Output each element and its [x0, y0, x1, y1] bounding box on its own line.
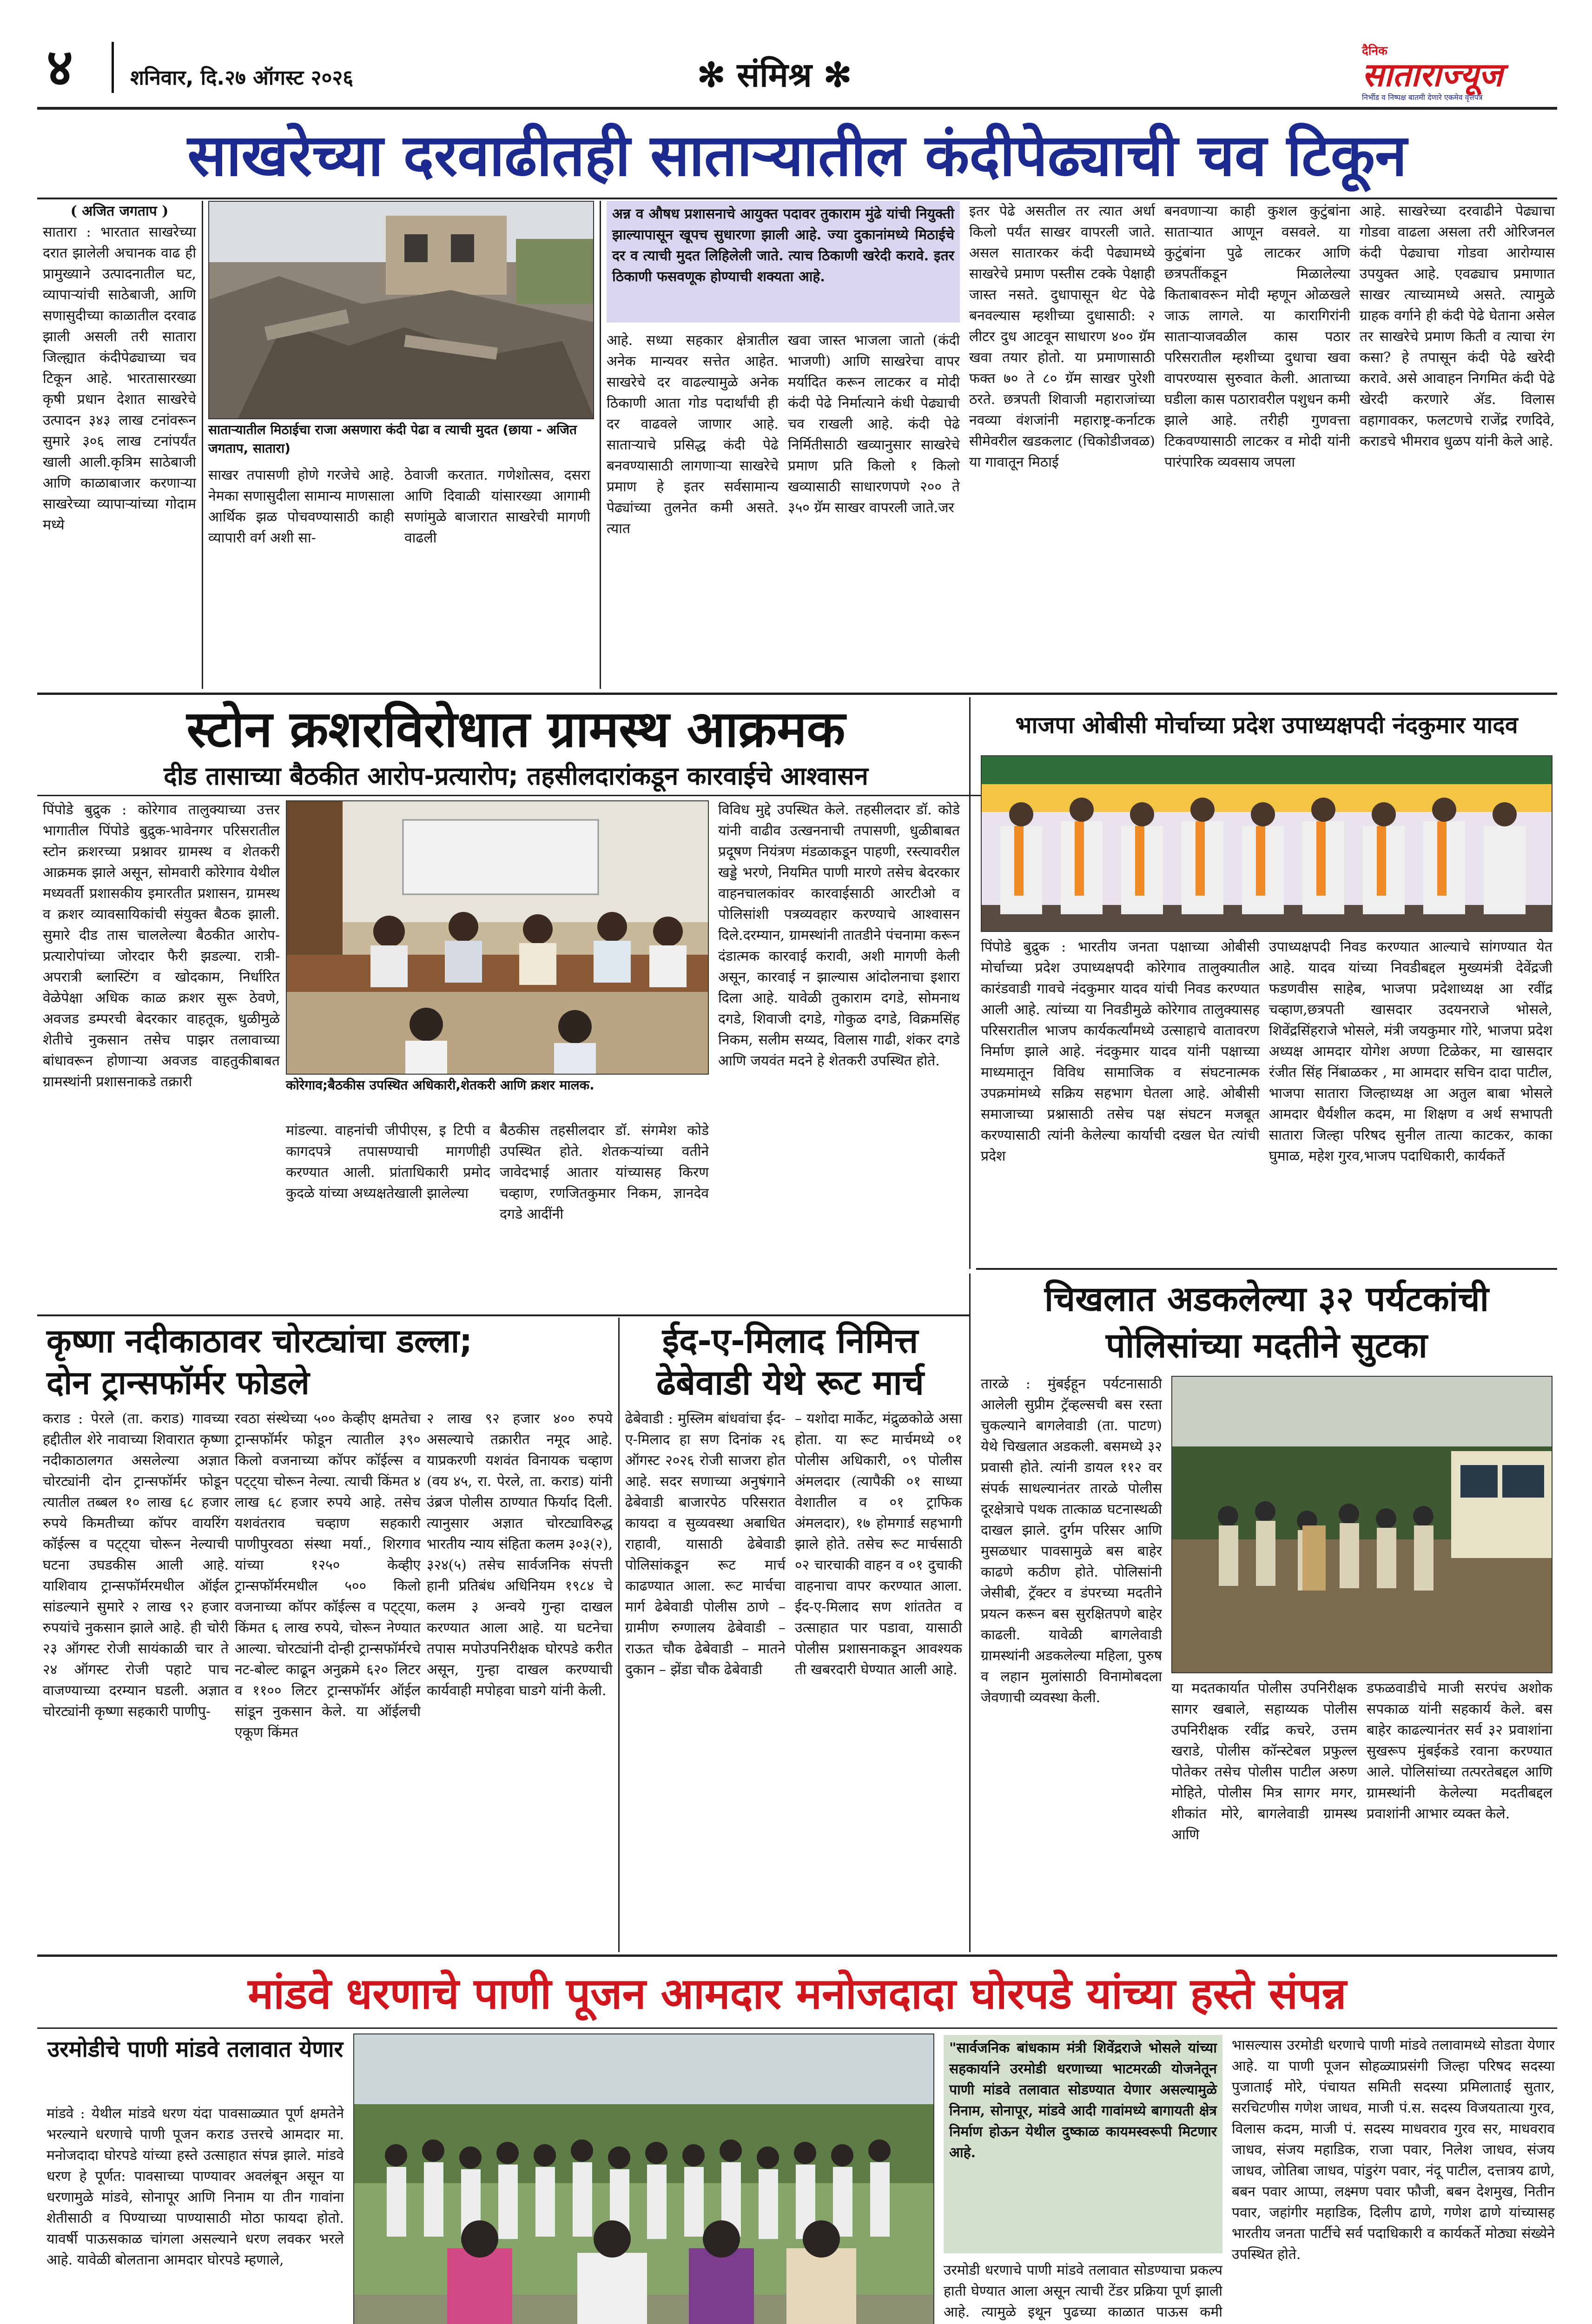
story6-headline-line1: चिखलात अडकलेल्या ३२ पर्यटकांची: [1044, 1279, 1489, 1319]
story6-column-1: [981, 1373, 1162, 1948]
logo-small-text: दैनिक: [1362, 44, 1387, 58]
story1-photo-kandi-pedha: [208, 201, 594, 419]
story2-photo-meeting: [286, 800, 709, 1075]
story5-column-1: [625, 1408, 786, 1948]
story4-column-3: [427, 1408, 613, 1948]
story4-story5-divider: [618, 1318, 620, 1952]
meeting-room-photo: [287, 801, 709, 1075]
story1-column-4: [607, 330, 779, 688]
story1-column-7: [1164, 201, 1350, 689]
demolished-building-photo: [209, 202, 594, 419]
water-puja-photo: [354, 2034, 934, 2324]
story1-text-4: आहे. सध्या सहकार क्षेत्रातील अनेक मान्यवर सत्तेत आहेत. साखरेचे दर वाढल्यामुळे अनेक ठिकाणी आता गोड पदार्थांची ही दर वाढवले जाणार आहे. साताऱ्याचे प्रसिद्ध कंदी पेढे बनवण्यासाठी लागणाऱ्या साखरेचे प्रमाण हे इतर सर्वसामान्य पेढ्यांच्या तुलनेत कमी असते. त्यात: [607, 332, 779, 537]
masthead-divider: [112, 42, 114, 93]
story1-column-3: [404, 465, 590, 688]
story1-top-rule: [37, 198, 1557, 199]
story5-text-2: – यशोदा मार्केट, मंद्रुळकोळे असा होता. या रूट मार्चमध्ये ०१ पोलीस अधिकारी, ०९ पोलीस अंमलदार (त्यापैकी ०१ साध्या वेशातील व ०१ ट्राफिक अंमलदार), १७ होमगार्ड सहभागी झाले होते. तसेच रूट मार्चसाठी ०२ चारचाकी वाहन व ०१ दुचाकी वाहनाचा वापर करण्यात आला. ईद-ए-मिलाद सण शांततेत व उत्साहात पार पडावा, यासाठी पोलीस प्रशासनाकडून आवश्यक ती खबरदारी घेण्यात आली आहे.: [795, 1411, 962, 1678]
story2-column-4: [718, 799, 960, 1311]
story1-headline: साखरेच्या दरवाढीतही साताऱ्यातील कंदीपेढ्याची चव टिकून: [187, 122, 1407, 189]
section-title: ✻ संमिश्र ✻: [697, 55, 852, 94]
story3-text-1: पिंपोडे बुद्रुक : भारतीय जनता पक्षाच्या ओबीसी मोर्चाच्या प्रदेश उपाध्यक्षपदी कोरेगाव तालुक्यातील कारंडवाडी गावचे नंदकुमार यादव यांची निवड करण्यात आली आहे. त्यांच्या या निवडीमुळे कोरेगाव तालुक्यासह परिसरातील भाजप कार्यकर्त्यांमध्ये उत्साहाचे वातावरण निर्माण झाले आहे. नंदकुमार यादव यांनी पक्षाच्या माध्यमातून विविध सामाजिक व संघटनात्मक उपक्रमांमध्ये सक्रिय सहभाग घेतला आहे. ओबीसी समाजाच्या प्रश्नासाठी तसेच पक्ष संघटन मजबूत करण्यासाठी त्यांनी केलेल्या कार्याची दखल घेत त्यांची प्रदेश: [981, 939, 1260, 1164]
story1-bottom-rule: [37, 693, 1557, 695]
story7-column-2: [944, 2260, 1222, 2324]
story6-column-3: [1367, 1678, 1552, 1948]
felicitation-stage-photo: [982, 756, 1552, 932]
story7-column-3: [1232, 2035, 1555, 2324]
story1-text-8: आहे. साखरेच्या दरवाढीने पेढ्याचा गोडवा वाढला असला तरी ओरिजनल कंदी पेढ्याचा गोडवा आरोग्यास उपयुक्त आहे. एवढ्याच प्रमाणात साखर त्याच्यामध्ये असते. त्यामुळे ग्राहक वर्गाने ही कंदी पेढे घेताना असेल तर साखरेचे प्रमाण किती व त्याचा रंग कसा? हे तपासून कंदी पेढे खरेदी करावे. असे आवाहन निगमित कंदी पेढे खेरदी करणारे ॲड. विलास वहागावकर, फलटणचे राजेंद्र रणदिवे, कराडचे भीमराव धुळप यांनी केले आहे.: [1360, 203, 1555, 449]
story6-photo-rescue: [1171, 1376, 1552, 1673]
masthead: [37, 28, 1557, 107]
story5-headline-line2: ढेबेवाडी येथे रूट मार्च: [656, 1363, 924, 1403]
story4-text-2: रवठा संस्थेच्या ५०० केव्हीए क्षमतेचा ट्रान्सफॉर्मर फोडून त्यातील ३९० किलो वजनाच्या कॉपर कॉईल्स व पट्ट्या चोरून नेल्या. त्याची किंमत ४ लाख ६८ हजार रुपये आहे. तसेच यशवंतराव चव्हाण सहकारी पाणीपुरवठा संस्था मर्या., शिरगाव यांच्या १२५० केव्हीए ट्रान्सफॉर्मरमधील ५०० किलो वजनाच्या कॉपर कॉईल्स व पट्ट्या, किंमत ६ लाख रुपये, चोरून नेण्यात आल्या. चोरट्यांनी दोन्ही ट्रान्सफॉर्मरचे नट-बोल्ट काढून अनुक्रमे ६२० लिटर व ११०० लिटर ट्रान्सफॉर्मर ऑईल सांडून नुकसान केले. या ऑईलची एकूण किंमत: [235, 1411, 421, 1741]
story6-headline-line2: पोलिसांच्या मदतीने सुटका: [1106, 1326, 1427, 1366]
story6-bottom-rule: [37, 1954, 1557, 1957]
date-line: शनिवार, दि.२७ ऑगस्ट २०२६: [130, 66, 354, 90]
story1-text-6: इतर पेढे असतील तर त्यात अर्धा किलो पर्यंत साखर वापरली जाते. असल सातारकर कंदी पेढ्यामध्ये साखरेचे प्रमाण पस्तीस टक्के पेक्षाही जास्त नसते. दुधापासून थेट पेढे बनवल्यास म्हशीच्या दुधासाठी: २ लीटर दुध आटवून साधारण ४०० ग्रॅम खवा तयार होतो. या प्रमाणासाठी फक्त ७० ते ८० ग्रॅम साखर पुरेशी ठरते. छत्रपती शिवाजी महाराजांच्या नवव्या वंशजांनी महाराष्ट्र-कर्नाटक सीमेवरील खडकलाट (चिकोडीजवळ) या गावातून मिठाई: [969, 203, 1155, 470]
story2-rule: [37, 795, 985, 796]
story2-photo-caption: कोरेगाव;बैठकीस उपस्थित अधिकारी,शेतकरी आणि क्रशर मालक.: [286, 1077, 595, 1093]
story1-column-1: [43, 222, 196, 687]
story1-text-1: सातारा : भारतात साखरेच्या दरात झालेली अचानक वाढ ही प्रामुख्याने उत्पादनातील घट, व्यापाऱ्यांची साठेबाजी, आणि सणासुदीच्या काळातील दरवाढ झाली असली तरी सातारा जिल्ह्यात कंदीपेढ्याच्या चव टिकून आहे. भारतासारख्या कृषी प्रधान देशात साखरेचे उत्पादन ३४३ लाख टनांवरून सुमारे ३०६ लाख टनांपर्यंत खाली आली.कृत्रिम साठेबाजी आणि काळाबाजार करणाऱ्या साखरेच्या व्यापाऱ्यांच्या गोदाम मध्ये: [43, 224, 196, 533]
story2-column-2: [286, 1120, 490, 1311]
story4-text-3: २ लाख ९२ हजार ४०० रुपये असल्याचे तक्रारीत नमूद आहे. याप्रकरणी यशवंत विनायक चव्हाण (वय ४५, रा. पेरले, ता. कराड) यांनी उंब्रज पोलीस ठाण्यात फिर्याद दिली. त्यानुसार अज्ञात चोरट्याविरुद्ध भारतीय न्याय संहिता कलम ३०३(२), ३२४(५) तसेच सार्वजनिक संपत्ती हानी प्रतिबंध अधिनियम १९८४ चे कलम ३ अन्वये गुन्हा दाखल करण्यात आला आहे. या घटनेचा तपास मपोउपनिरीक्षक घोरपडे करीत असून, गुन्हा दाखल करण्याची कार्यवाही मपोहवा घाडगे यांनी केली.: [427, 1411, 613, 1699]
story6-text-1: तारळे : मुंबईहून पर्यटनासाठी आलेली सुप्रीम ट्रॅव्हल्सची बस रस्ता चुकल्याने बागलेवाडी (ता. पाटण) येथे चिखलात अडकली. बसमध्ये ३२ प्रवासी होते. त्यांनी डायल ११२ वर संपर्क साधल्यानंतर तारळे पोलीस दूरक्षेत्राचे पथक तात्काळ घटनास्थळी दाखल झाले. दुर्गम परिसर आणि मुसळधार पावसामुळे बस बाहेर काढणे कठीण होते. पोलिसांनी जेसीबी, ट्रॅक्टर व डंपरच्या मदतीने प्रयत्न करून बस सुरक्षितपणे बाहेर काढली. यावेळी बागलेवाडी ग्रामस्थांनी अडकलेल्या महिला, पुरुष व लहान मुलांसाठी विनामोबदला जेवणाची व्यवस्था केली.: [981, 1376, 1162, 1706]
story7-headline: मांडवे धरणाचे पाणी पूजन आमदार मनोजदादा घोरपडे यांच्या हस्ते संपन्न: [248, 1969, 1347, 2019]
story4-column-2: [235, 1408, 421, 1948]
story4-column-1: [43, 1408, 229, 1948]
story1-column-8: [1360, 201, 1555, 689]
story7-text-1: मांडवे : येथील मांडवे धरण यंदा पावसाळ्यात पूर्ण क्षमतेने भरल्याने धरणाचे पाणी पूजन कराड उत्तरचे आमदार मा. मनोजदादा घोरपडे यांच्या हस्ते उत्साहात संपन्न झाले. मांडवे धरण हे पूर्णत: पावसाच्या पाण्यावर अवलंबून असून या धरणामुळे मांडवे, सोनापूर आणि निनाम या तीन गावांना शेतीसाठी व पिण्याच्या पाण्यासाठी मोठा फायदा होतो. यावर्षी पाऊसकाळ चांगला असल्याने धरण लवकर भरले आहे. यावेळी बोलताना आमदार घोरपडे म्हणाले,: [46, 2106, 344, 2268]
story5-headline-line1: ईद-ए-मिलाद निमित्त: [662, 1321, 918, 1361]
story4-text-1: कराड : पेरले (ता. कराड) गावच्या हद्दीतील शेरे नावाच्या शिवारात कृष्णा नदीकाठालगत असलेल्या अज्ञात चोरट्यांनी दोन ट्रान्सफॉर्मर फोडून त्यातील तब्बल १० लाख ६८ हजार रुपये किमतीच्या कॉपर वायरिंग कॉईल्स व पट्ट्या चोरून नेल्याची घटना उघडकीस आली आहे. याशिवाय ट्रान्सफॉर्मरमधील ऑईल सांडल्याने सुमारे २ लाख ९२ हजार रुपयांचे नुकसान झाले आहे. ही चोरी २३ ऑगस्ट रोजी सायंकाळी चार ते २४ ऑगस्ट रोजी पहाटे पाच वाजण्याच्या दरम्यान घडली. अज्ञात चोरट्यांनी कृष्णा सहकारी पाणीपु-: [43, 1411, 229, 1720]
story2-subhead: दीड तासाच्या बैठकीत आरोप-प्रत्यारोप; तहसीलदारांकडून कारवाईचे आश्वासन: [164, 761, 868, 791]
story3-headline: भाजपा ओबीसी मोर्चाच्या प्रदेश उपाध्यक्षपदी नंदकुमार यादव: [1015, 712, 1518, 739]
story7-highlight-text: "सार्वजनिक बांधकाम मंत्री शिवेंद्रराजे भोसले यांच्या सहकार्याने उरमोडी धरणाच्या भाटमरळी योजनेतून पाणी मांडवे तलावात सोडण्यात येणार असल्यामुळे निनाम, सोनापूर, मांडवे आदी गावांमध्ये बागायती क्षेत्र निर्माण होऊन येथील दुष्काळ कायमस्वरूपी मिटणार आहे.: [949, 2040, 1217, 2161]
story7-subhead: उरमोडीचे पाणी मांडवे तलावात येणार: [47, 2036, 344, 2062]
story7-rule: [37, 2027, 1557, 2029]
story2-headline: स्टोन क्रशरविरोधात ग्रामस्थ आक्रमक: [186, 700, 846, 759]
story4-headline-line1: कृष्णा नदीकाठावर चोरट्यांचा डल्ला;: [46, 1322, 473, 1360]
story7-photo-water-puja: [353, 2034, 934, 2324]
story1-col-rule-1: [202, 201, 203, 689]
story1-column-5: [788, 330, 960, 688]
story2-bottom-rule: [37, 1314, 969, 1316]
story2-column-3: [500, 1120, 709, 1311]
newspaper-logo: [1362, 42, 1557, 107]
story5-column-2: [795, 1408, 962, 1948]
story1-highlight-text: अन्न व औषध प्रशासनाचे आयुक्त पदावर तुकाराम मुंढे यांची नियुक्ती झाल्यापासून खूपच सुधारणा झाली आहे. ज्या दुकानांमध्ये मिठाईचे दर व त्याची मुदत लिहिलेली जाते. त्याच ठिकाणी खरेदी करावे. इतर ठिकाणी फसवणूक होण्याची शक्यता आहे.: [612, 206, 954, 285]
story6-text-3: डफळवाडीचे माजी सरपंच अशोक सपकाळ यांनी सहकार्य केले. बस बाहेर काढल्यानंतर सर्व ३२ प्रवाशांना सुखरूप मुंबईकडे रवाना करण्यात आले. पोलिसांच्या तत्परतेबद्दल आणि ग्रामस्थांनी केलेल्या मदतीबद्दल प्रवाशांनी आभार व्यक्त केले.: [1367, 1680, 1552, 1822]
story4-headline-line2: दोन ट्रान्सफॉर्मर फोडले: [46, 1364, 310, 1402]
story7-text-3: भासल्यास उरमोडी धरणाचे पाणी मांडवे तलावामध्ये सोडता येणार आहे. या पाणी पूजन सोहळ्याप्रसंगी जिल्हा परिषद सदस्या पुजाताई मोरे, पंचायत समिती सदस्या प्रमिलाताई सुतार, सरचिटणीस गणेश जाधव, माजी पं.स. सदस्य विजयतात्या गुरव, विलास कदम, माजी पं. सदस्य माधवराव गुरव सर, माधवराव जाधव, संजय महाडिक, राजा पवार, निलेश जाधव, संजय जाधव, जोतिबा जाधव, पांडुरंग पवार, नंदू पाटील, दत्तात्रय ढाणे, बबन पवार आप्पा, लक्ष्मण पवार फौजी, बबन देशमुख, नितीन पवार, जहांगीर महाडिक, दिलीप ढाणे, गणेश ढाणे यांच्यासह भारतीय जनता पार्टीचे सर्व पदाधिकारी व कार्यकर्ते मोठ्या संख्येने उपस्थित होते.: [1232, 2037, 1555, 2263]
logo-main-text: साताराज्यूज: [1362, 56, 1503, 94]
masthead-rule: [37, 107, 1557, 110]
story1-text-5: खवा जास्त भाजला जातो (कंदी भाजणी) आणि साखरेचा वापर मर्यादित करून लाटकर व मोदी कंदी पेढे निर्मात्याने कंधी पेढ्याची चव राखली आहे. कंदी पेढे निर्मितीसाठी खव्यानुसार साखरेचे प्रमाण प्रति किलो १ किलो खव्यासाठी साधारणपणे २०० ते ३५० ग्रॅम साखर वापरली जाते.जर: [788, 332, 960, 516]
story3-bottom-rule: [976, 1268, 1557, 1270]
story3-text-2: उपाध्यक्षपदी निवड करण्यात आल्याचे सांगण्यात येत आहे. यादव यांच्या निवडीबद्दल मुख्यमंत्री देवेंद्रजी फडणवीस साहेब, भाजपा प्रदेशाध्यक्ष आ रवींद्र चव्हाण,छत्रपती खासदार उदयनराजे भोसले, शिवेंद्रसिंहराजे भोसले, मंत्री जयकुमार गोरे, भाजपा प्रदेश अध्यक्ष आमदार योगेश अण्णा टिळेकर, मा खासदार रंजीत सिंह निंबाळकर , मा आमदार सचिन दादा पाटील, भाजपा सातारा जिल्हाध्यक्ष आ अतुल बाबा भोसले आमदार धैर्यशील कदम, मा शिक्षण व अर्थ सभापती सातारा जिल्हा परिषद सुनील तात्या काटकर, काका घुमाळ, महेश गुरव,भाजप पदाधिकारी, कार्यकर्ते: [1269, 939, 1552, 1164]
story1-photo-caption: साताऱ्यातील मिठाईचा राजा असणारा कंदी पेढा व त्याची मुदत (छाया - अजित जगताप, सातारा): [208, 422, 577, 456]
story1-column-2: [208, 465, 394, 688]
story3-column-1: [981, 937, 1260, 1262]
story2-text-2: मांडल्या. वाहनांची जीपीएस, इ टिपी व कागदपत्रे तपासण्याची मागणीही करण्यात आली. प्रांताधिकारी प्रमोद कुदळे यांच्या अध्यक्षतेखाली झालेल्या: [286, 1122, 490, 1202]
story3-column-2: [1269, 937, 1552, 1262]
page-number: ४: [46, 37, 73, 97]
story7-column-1: [46, 2103, 344, 2324]
story7-text-2: उरमोडी धरणाचे पाणी मांडवे तलावात सोडण्याचा प्रकल्प हाती घेण्यात आला असून त्याची टेंडर प्रक्रिया पूर्ण झाली आहे. त्यामुळे इथून पुढच्या काळात पाऊस कमी: [944, 2262, 1222, 2320]
story1-highlight-box: [607, 201, 960, 323]
story2-column-1: [43, 799, 280, 1311]
story7-highlight-box: [944, 2035, 1222, 2253]
story1-column-6: [969, 201, 1155, 689]
story2-text-1: पिंपोडे बुद्रुक : कोरेगाव तालुक्याच्या उत्तर भागातील पिंपोडे बुद्रुक-भावेनगर परिसरातील स्टोन क्रशरच्या प्रश्नावर ग्रामस्थ व शेतकरी आक्रमक झाले असून, सोमवारी कोरेगाव येथील मध्यवर्ती प्रशासकीय इमारतीत प्रशासन, ग्रामस्थ व क्रशर व्यावसायिकांची संयुक्त बैठक झाली. सुमारे दीड तास चाललेल्या बैठकीत आरोप-प्रत्यारोपांच्या जोरदार फैरी झडल्या. रात्री-अपरात्री ब्लास्टिंग व खोदकाम, निर्धारित वेळेपेक्षा अधिक काळ क्रशर सुरू ठेवणे, अवजड डम्परची बेदरकार वाहतूक, धुळीमुळे शेतीचे नुकसान तसेच पाझर तलावाच्या बांधावरून होणाऱ्या अवजड वाहतुकीबाबत ग्रामस्थांनी प्रशासनाकडे तक्रारी: [43, 802, 280, 1090]
story1-col-rule-2: [600, 201, 601, 689]
bus-rescue-photo: [1172, 1377, 1552, 1673]
story1-text-3: ठेवाजी करतात. गणेशोत्सव, दसरा आणि दिवाळी यांसारख्या आगामी सणांमुळे बाजारात साखरेची मागणी वाढली: [404, 467, 590, 546]
logo-tagline: निर्भीड व निष्पक्ष बातमी देणारे एकमेव वृत्तपत्र: [1362, 93, 1483, 102]
story5-text-1: ढेबेवाडी : मुस्लिम बांधवांचा ईद-ए-मिलाद हा सण दिनांक २६ ऑगस्ट २०२६ रोजी साजरा होत आहे. सदर सणाच्या अनुषंगाने ढेबेवाडी बाजारपेठ परिसरात कायदा व सुव्यवस्था अबाधित राहावी, यासाठी ढेबेवाडी पोलिसांकडून रूट मार्च काढण्यात आला. रूट मार्चचा मार्ग ढेबेवाडी पोलीस ठाणे – ग्रामीण रुग्णालय ढेबेवाडी – राऊत चौक ढेबेवाडी – मातने दुकान – झेंडा चौक ढेबेवाडी: [625, 1411, 786, 1678]
story6-text-2: या मदतकार्यात पोलीस उपनिरीक्षक सागर खबाले, सहाय्यक पोलीस उपनिरीक्षक रवींद्र कचरे, उत्तम खराडे, पोलीस कॉन्स्टेबल प्रफुल्ल पोतेकर तसेच पोलीस पाटील अरुण मोहिते, पोलीस मित्र सागर मगर, शीकांत मोरे, बागलेवाडी ग्रामस्थ आणि: [1171, 1680, 1357, 1843]
story1-text-7: बनवणाऱ्या काही कुशल कुटुंबांना साताऱ्यात आणून वसवले. या कुटुंबांना पुढे लाटकर आणि छत्रपतींकडून मिळालेल्या किताबावरून मोदी म्हणून ओळखले जाऊ लागले. या कारागिरांनी साताऱ्याजवळील कास पठार परिसरातील म्हशीच्या दुधाचा खवा वापरण्यास सुरुवात केली. आताच्या घडीला कास पठारावरील पशुधन कमी झाले आहे. तरीही गुणवत्ता टिकवण्यासाठी लाटकर व मोदी यांनी पारंपारिक व्यवसाय जपला: [1164, 203, 1350, 470]
story6-column-2: [1171, 1678, 1357, 1948]
story1-text-2: साखर तपासणी होणे गरजेचे आहे. नेमका सणासुदीला सामान्य माणसाला आर्थिक झळ पोचवण्यासाठी काही व्यापारी वर्ग अशी सा-: [208, 467, 394, 546]
story5-story6-divider: [969, 1274, 971, 1952]
story2-text-4: विविध मुद्दे उपस्थित केले. तहसीलदार डॉ. कोडे यांनी वाढीव उत्खननाची तपासणी, धुळीबाबत प्रदूषण नियंत्रण मंडळाकडून पाहणी, रस्त्यावरील खड्डे भरणे, नियमित पाणी मारणे तसेच बेदरकार वाहनचालकांवर कारवाईसाठी आरटीओ व पोलिसांशी पत्रव्यवहार करण्याचे आश्वासन दिले.दरम्यान, ग्रामस्थांनी तातडीने पंचनामा करून दंडात्मक कारवाई करावी, अशी मागणी केली असून, कारवाई न झाल्यास आंदोलनाचा इशारा दिला आहे. यावेळी तुकाराम दगडे, सोमनाथ दगडे, शिवाजी दगडे, गोकुळ दगडे, विक्रमसिंह निकम, सलीम सय्यद, विलास गाढी, शंकर दगडे आणि जयवंत मदने हे शेतकरी उपस्थित होते.: [718, 802, 960, 1069]
story2-story3-divider: [969, 697, 971, 1269]
story2-text-3: बैठकीस तहसीलदार डॉ. संगमेश कोडे उपस्थित होते. शेतकऱ्यांच्या वतीने जावेदभाई आतार यांच्यासह किरण चव्हाण, रणजितकुमार निकम, ज्ञानदेव दगडे आदींनी: [500, 1122, 709, 1222]
story3-photo-felicitation: [981, 755, 1552, 932]
story1-byline: ( अजित जगताप ): [70, 203, 169, 219]
